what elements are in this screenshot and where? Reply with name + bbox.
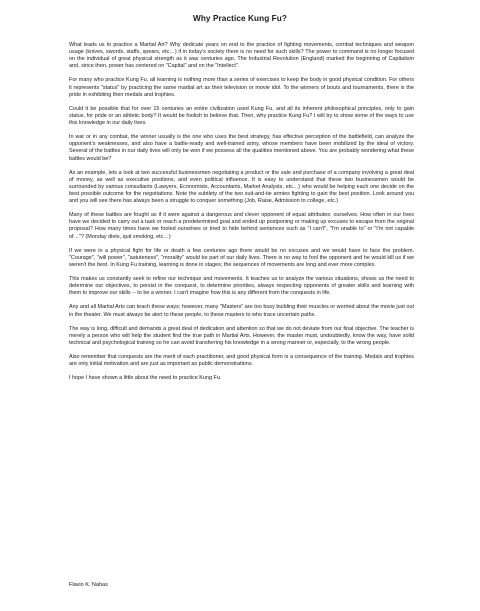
paragraph: For many who practice Kung Fu, all learning is nothing more than a series of exercises to keep the body in good physical condition. For others it represents "status" by practicing the same martial art as their television or movie idol. To the winners of bouts and tournaments, there is the pride in exhibiting their medals and trophies. (69, 77, 414, 98)
paragraph: I hope I have shown a little about the need to practice Kung Fu. (69, 375, 222, 382)
paragraph: This makes us constantly seek to refine our technique and movements. It teaches us to analyze the various situations, shows us the need to determine our objectives, to persist in the conquest, to determine priorities, always respecting opponents of greater skills and learning with them to improve our skills -- to be a winner. I can't imagine how this is any different from the conquests in life. (69, 276, 414, 297)
paragraph: Could it be possible that for over 15 centuries an entire civilization used Kung Fu, and all its inherent philosophical principles, only to gain status, for pride or an athletic body? It would be foolish to believe that. Then, why practice Kung Fu? I will try to show some of the ways to use this knowledge in our daily lives. (69, 105, 414, 127)
paragraph: If we were in a physical fight for life or death a few centuries ago there would be no excuses and we would have to face the problem. "Courage", "will power", "astuteness", "morality" would be part of our daily lives. There is no way to fool the opponent and he would kill us if we weren't the best. In Kung Fu training, learning is done in stages; the sequences of movements are long and ever more complex. (69, 247, 414, 268)
paragraph: In war or in any combat, the winner usually is the one who uses the best strategy, has effective perception of the battlefield, can analyze the opponent's weaknesses, and also have a battle-ready and well-trained army, whose members have been mobilized by the ideal of victory. Several of the battles in our daily lives will only be won if we possess all the qualities mentioned above. You are probably wondering what these battles would be? (69, 134, 414, 162)
paragraph: Any and all Martial Arts can teach these ways; however, many "Masters" are too busy building their muscles or worried about the movie just out in the theater. We must always be alert to these people, to these masters to who trace uncertain paths. (69, 304, 414, 318)
paragraph: The way is long, difficult and demands a great deal of dedication and attention so that we do not deviate from our final objective. The teacher is merely a person who will help the student find the true path in Martial Arts. However, the master must, undoubtedly, know the way, have solid technical and psychological training so he can avoid transferring his knowledge in a wrong manner or, especially, to the wrong people. (69, 325, 414, 346)
paragraph: What leads us to practice a Martial Art? Why dedicate years on end to the practice of fighting movements, combat techniques and weapon usage (knives, swords, staffs, spears, etc…) if in today's society there is no need for such skills? The power to command is no longer focused on the individual of great physical strength as it was centuries ago. The Industrial Revolution (England) marked the beginning of Capitalism and, since then, power has centered on "Capital" and on the "Intellect". (69, 42, 414, 70)
author-signature: Flavio K. Nahas (69, 582, 108, 588)
paragraph: Also remember that conquests are the merit of each practitioner, and good physical form is a consequence of the training. Medals and trophies are only initial motivation and are just as important as public demonstrations. (69, 354, 414, 368)
paragraph: Many of these battles are fought as if it were against a dangerous and clever opponent of equal attributes: ourselves. How often in our lives have we decided to carry out a task or reach a predetermined goal and ended up postponing or making up excuses to escape from the original proposal? How many times have we fooled ourselves or tried to hide behind sentences such as "I can't", "I'm unable to" or "I'm not capable of…"? (Monday diets, quit smoking, etc…) (69, 212, 414, 240)
page-title: Why Practice Kung Fu? (193, 14, 287, 23)
paragraph: As an example, lets a look at two successful businessmen negotiating a product or the sale and purchase of a company involving a great deal of money, as well as executive positions, and even political influence. It is easy to understand that these two businessmen would be surrounded by various consultants (Lawyers, Economists, Accountants, Market Analysts, etc…) who would be helping each one decide on the best possible outcome for the negotiations. Note the subtlety of the two suit-and-tie armies fighting to gain the best position. Look around you and you will see there has always been a struggle to conquer something (Job, Raise, Admission to college, etc.) (69, 169, 414, 205)
document-body (69, 42, 414, 390)
